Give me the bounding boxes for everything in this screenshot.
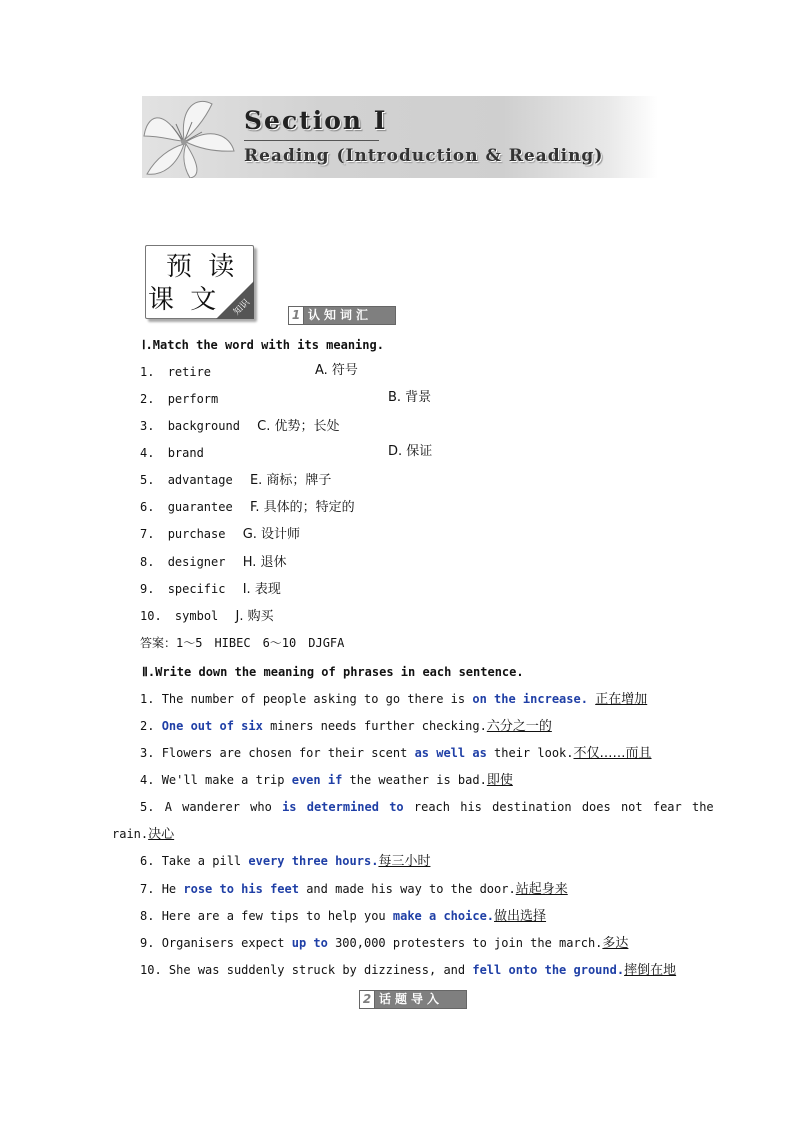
sentence-text: reach his destination does not fear the <box>403 800 714 814</box>
sentence-number: 7. <box>140 882 155 896</box>
section-banner <box>142 96 658 178</box>
tag-label: 认知词汇 <box>308 308 373 322</box>
sentence-9 <box>140 936 628 951</box>
item-option: E. 商标；牌子 <box>249 473 332 488</box>
sentence-text: The number of people asking to go there is <box>161 692 473 706</box>
sentence-number: 3. <box>140 746 155 760</box>
sentence-10 <box>140 963 676 978</box>
item-option: J. 购买 <box>235 609 274 624</box>
sentence-number: 1. <box>140 692 155 706</box>
sentence-text: 300,000 protesters to join the march. <box>327 936 603 950</box>
key-phrase: up to <box>291 936 328 950</box>
sentence-number: 9. <box>140 936 155 950</box>
corner-label: 知识 <box>232 297 252 318</box>
key-phrase: even if <box>291 773 343 787</box>
item-word: brand <box>167 446 204 460</box>
item-word: perform <box>167 392 219 406</box>
key-phrase: on the increase. <box>472 692 588 706</box>
phrase-meaning: 决心 <box>148 827 175 842</box>
sentence-4 <box>140 773 513 788</box>
key-phrase: fell onto the ground. <box>472 963 625 977</box>
key-phrase: make a choice. <box>392 909 495 923</box>
item-number: 10. <box>140 609 162 623</box>
sentence-number: 2. <box>140 719 155 733</box>
sentence-text: A wanderer who <box>164 800 283 814</box>
item-number: 1. <box>140 365 155 379</box>
topic-section-tag <box>359 990 467 1009</box>
sentence-text: miners needs further checking. <box>262 719 487 733</box>
item-option: F. 具体的；特定的 <box>249 500 355 515</box>
answer-key: 答案：1～5 HIBEC 6～10 DJGFA <box>140 636 345 650</box>
part2-heading: Ⅱ.Write down the meaning of phrases in each sentence. <box>142 665 524 679</box>
sentence-number: 5. <box>140 800 155 814</box>
item-word: designer <box>167 555 226 569</box>
item-option: A. 符号 <box>315 363 358 378</box>
sentence-2 <box>140 719 552 734</box>
item-word: advantage <box>167 473 233 487</box>
sentence-3 <box>140 746 652 761</box>
item-number: 9. <box>140 582 155 596</box>
phrase-meaning: 站起身来 <box>515 882 568 897</box>
list-item <box>140 446 204 460</box>
phrase-meaning: 做出选择 <box>494 909 547 924</box>
item-number: 2. <box>140 392 155 406</box>
item-word: specific <box>167 582 226 596</box>
sentence-5 <box>140 800 714 814</box>
sentence-number: 10. <box>140 963 162 977</box>
phrase-meaning: 六分之一的 <box>486 719 552 734</box>
item-number: 3. <box>140 419 155 433</box>
key-phrase: as well as <box>414 746 487 760</box>
section-subtitle: Reading (Introduction & Reading) <box>244 146 604 166</box>
part1-heading: Ⅰ.Match the word with its meaning. <box>142 338 384 352</box>
preview-line-1: 预 读 <box>166 252 239 282</box>
item-number: 8. <box>140 555 155 569</box>
item-option: I. 表现 <box>242 582 281 597</box>
item-number: 6. <box>140 500 155 514</box>
tag-number: 1 <box>289 307 304 324</box>
vocab-section-tag <box>288 306 396 325</box>
sentence-6 <box>140 854 430 869</box>
sentence-text: Take a pill <box>161 854 249 868</box>
phrase-meaning: 每三小时 <box>378 854 431 869</box>
item-word: background <box>167 419 240 433</box>
key-phrase: every three hours. <box>248 854 379 868</box>
sentence-text: the weather is bad. <box>342 773 487 787</box>
phrase-meaning: 即使 <box>486 773 513 788</box>
sentence-7 <box>140 882 568 897</box>
sentence-number: 4. <box>140 773 155 787</box>
list-item <box>140 419 340 434</box>
item-option: B. 背景 <box>388 390 432 405</box>
tag-label: 话题导入 <box>379 992 444 1006</box>
item-number: 4. <box>140 446 155 460</box>
key-phrase: One out of six <box>161 719 263 733</box>
sentence-text: Here are a few tips to help you <box>161 909 393 923</box>
sentence-5-continued <box>112 827 174 842</box>
sentence-text: He <box>161 882 184 896</box>
phrase-meaning: 正在增加 <box>595 692 648 707</box>
list-item <box>140 582 281 597</box>
item-word: symbol <box>174 609 219 623</box>
key-phrase: rose to his feet <box>183 882 299 896</box>
item-option: D. 保证 <box>388 444 433 459</box>
phrase-meaning: 多达 <box>602 936 629 951</box>
list-item <box>140 365 211 379</box>
sentence-text: their look. <box>486 746 574 760</box>
sentence-1 <box>140 692 647 707</box>
phrase-meaning: 摔倒在地 <box>624 963 677 978</box>
sentence-text: We'll make a trip <box>161 773 292 787</box>
item-word: guarantee <box>167 500 233 514</box>
key-phrase: is determined to <box>282 800 404 814</box>
item-option: C. 优势；长处 <box>257 419 340 434</box>
item-option: G. 设计师 <box>242 527 301 542</box>
sentence-text: rain. <box>112 827 149 841</box>
list-item <box>140 527 300 542</box>
list-item <box>140 555 287 570</box>
sentence-number: 6. <box>140 854 155 868</box>
list-item <box>140 473 331 488</box>
item-number: 7. <box>140 527 155 541</box>
sentence-text: Organisers expect <box>161 936 292 950</box>
list-item <box>140 609 274 624</box>
item-word: retire <box>167 365 212 379</box>
sentence-text: She was suddenly struck by dizziness, and <box>168 963 473 977</box>
preview-badge <box>145 245 254 319</box>
sentence-text: Flowers are chosen for their scent <box>161 746 415 760</box>
sentence-8 <box>140 909 546 924</box>
title-divider <box>244 140 379 141</box>
list-item <box>140 392 218 406</box>
preview-line-2: 课 文 <box>148 285 221 315</box>
section-title: Section Ⅰ <box>244 106 388 135</box>
lily-flower-icon <box>142 96 237 178</box>
item-number: 5. <box>140 473 155 487</box>
list-item <box>140 500 355 515</box>
sentence-text: and made his way to the door. <box>298 882 516 896</box>
item-option: H. 退休 <box>242 555 287 570</box>
item-word: purchase <box>167 527 226 541</box>
phrase-meaning: 不仅……而且 <box>573 746 652 761</box>
tag-number: 2 <box>360 991 375 1008</box>
sentence-number: 8. <box>140 909 155 923</box>
